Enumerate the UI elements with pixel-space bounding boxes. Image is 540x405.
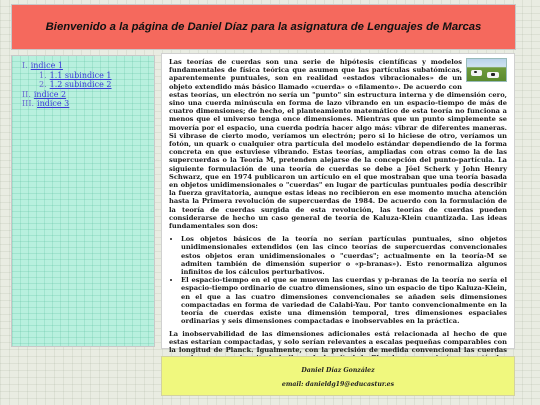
link-subindice-2[interactable]: 1.2 subindice 2 bbox=[49, 80, 112, 90]
sidebar-item-indice-3 bbox=[20, 99, 154, 109]
cow-spot bbox=[474, 71, 477, 73]
list-number: II. bbox=[22, 89, 31, 99]
sidebar-nav bbox=[12, 56, 154, 109]
link-subindice-1[interactable]: 1.1 subindice 1 bbox=[49, 70, 112, 80]
cow-spot bbox=[491, 73, 495, 76]
list-number: III. bbox=[22, 99, 35, 109]
list-item: • Los objetos básicos de la teoría no serían partículas puntuales, sino objetos unidimensionales extendidos (en las cinco teorías de supercuerdas convencionales estos objetos eran unidimensionales o "cuerdas"; actualmente en la teoría-M se admiten también de dimensión superior o «p-branas»). Esto renormaliza algunos infinitos de los cálculos perturbativos. bbox=[181, 235, 507, 276]
closing-paragraph: La inobservabilidad de las dimensiones adicionales está relacionada al hecho de que estas estarían compactadas, y solo serían relevantes a escalas pequeñas comparables con la longitud de Planck. Igualmente, con la precisión de medida convencional las cuerdas bbox=[169, 329, 507, 354]
sidebar-item-subindice-2 bbox=[20, 80, 154, 90]
list-number: 1. bbox=[39, 70, 47, 80]
page-header bbox=[11, 4, 516, 50]
list-number: 2. bbox=[39, 80, 47, 90]
ideas-list bbox=[169, 235, 507, 325]
page-title: Bienvenido a la página de Daniel Díaz para la asignatura de Lenguajes de Marcas bbox=[45, 21, 482, 33]
link-indice-3[interactable]: indice 3 bbox=[37, 99, 70, 109]
cows-in-field-photo bbox=[466, 58, 507, 82]
link-indice-2[interactable]: indice 2 bbox=[33, 89, 67, 99]
list-number: I. bbox=[22, 61, 28, 70]
list-item: • El espacio-tiempo en el que se mueven las cuerdas y p-branas de la teoría no sería el espacio-tiempo ordinario de cuatro dimensiones, sino un espacio de tipo Kaluza-Klein, en el que a las cuatro dimensiones convencionales se añaden seis dimensiones compactadas en forma de variedad de Calabi-Yau. Por tanto convencionalmente en la teoría de cuerdas existe una dimensión temporal, tres dimensiones espaciales ordinarias y seis dimensiones compactadas e inobservables en la práctica. bbox=[181, 276, 507, 325]
sidebar-item-indice-1 bbox=[20, 61, 154, 71]
sidebar-item-indice-2 bbox=[20, 90, 154, 100]
page-footer bbox=[161, 356, 515, 396]
author-name: Daniel Díaz González bbox=[301, 367, 375, 374]
link-indice-1[interactable]: indice 1 bbox=[30, 61, 63, 70]
sidebar-item-subindice-1 bbox=[20, 71, 154, 81]
sidebar bbox=[11, 55, 155, 347]
intro-paragraph: Las teorías de cuerdas son una serie de hipótesis científicas y modelos fundamentales de física teórica que asumen que las partículas subatómicas, aparentemente puntuales, son en realidad «estados vibracionales» de un objeto extendido más básico llamado «cuerda» o «filamento». De acuerdo con estas teorías, un electrón no sería un "punto" sin estructura interna y de dimensión cero, sino una cuerda minúscula en forma de lazo vibrando en un espacio-tiempo de más de cuatro dimensiones; de hecho, el planteamiento matemático de esta teoría no funciona a menos que el universo tenga once dimensiones. Mientras que un punto simplemente se movería por el espacio, una cuerda podría hacer algo más: vibrar de diferentes maneras. Si vibrase de cierto modo, veríamos un electrón; pero si lo hiciese de otro, veríamos un fotón, un quark o cualquier otra partícula del modelo estándar dependiendo de la forma concreta en que estuviese vibrando. Estas teorías, ampliadas con otras como la de las supercuerdas o la Teoría M, pretenden alejarse de la concepción del punto-partícula. La siguiente formulación de una teoría de cuerdas se debe a Jöel Scherk y John Henry Schwarz, que en 1974 publicaron un artículo en el que mostraban que una teoría basada en objetos unidimensionales o "cuerdas" en lugar de partículas puntuales podía describir la fuerza gravitatoria, aunque estas ideas no recibieron en ese momento mucha atención hasta la Primera revolución de supercuerdas de 1984. De acuerdo con la formulación de la teoría de cuerdas surgida de esta revolución, las teorías de cuerdas pueden considerarse de hecho un caso general de teoría de Kaluza-Klein cuantizada. Las ideas fundamentales son dos: bbox=[169, 58, 507, 231]
main-content bbox=[161, 53, 515, 354]
author-email: email: danieldg19@educastur.es bbox=[281, 381, 395, 388]
